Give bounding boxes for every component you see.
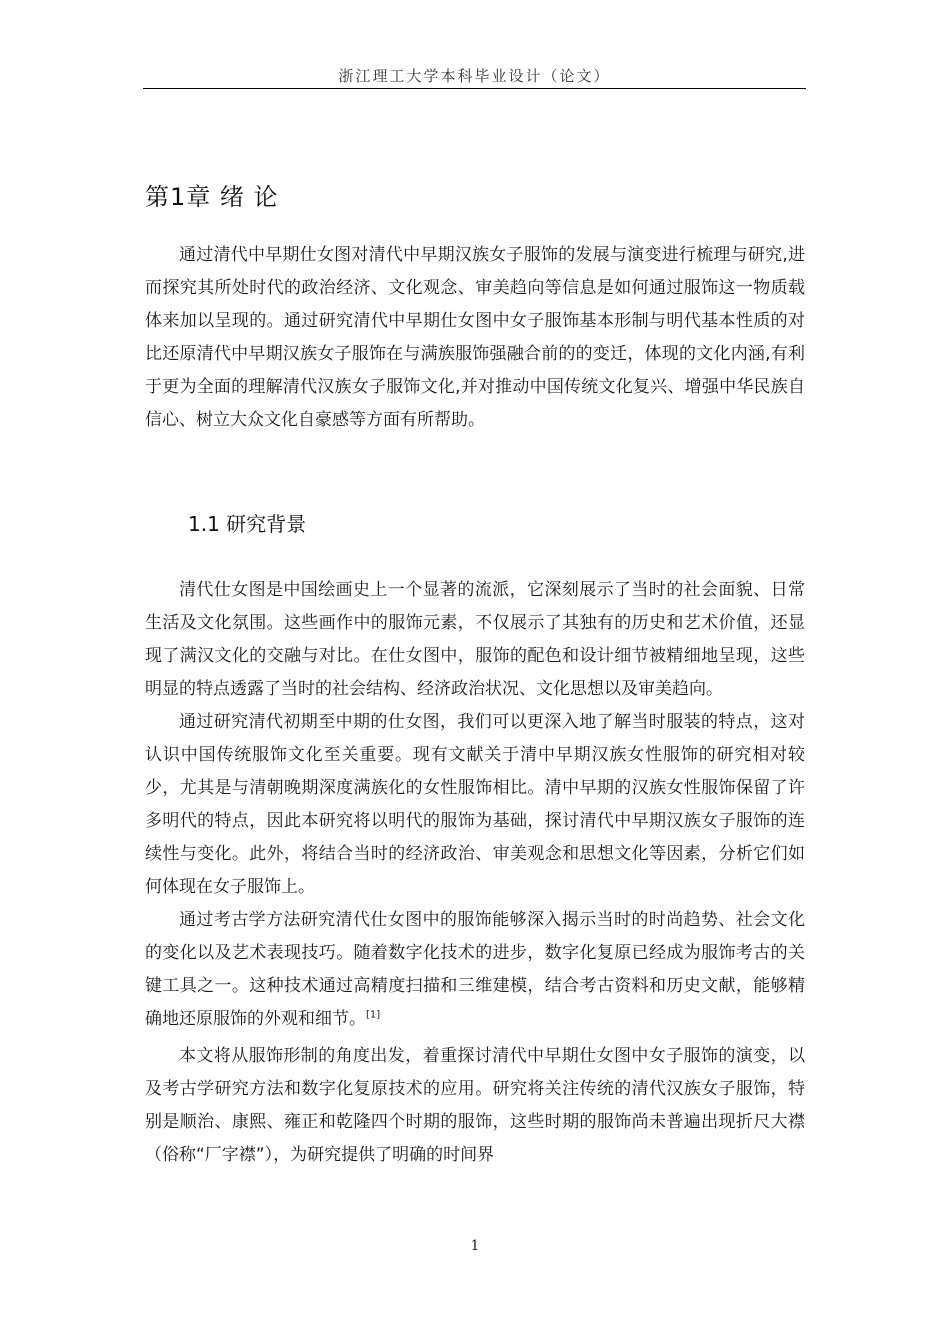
chapter-title: 第1章 绪 论 bbox=[145, 183, 279, 211]
citation-marker[interactable]: [1] bbox=[366, 1009, 381, 1021]
section-paragraph-3 bbox=[145, 904, 805, 1036]
section-body bbox=[145, 574, 805, 1172]
page-number: 1 bbox=[470, 1238, 480, 1254]
chapter-intro-block bbox=[145, 239, 805, 437]
section-paragraph-3-text: 通过考古学方法研究清代仕女图中的服饰能够深入揭示当时的时尚趋势、社会文化的变化以及艺术表现技巧。随着数字化技术的进步，数字化复原已经成为服饰考古的关键工具之一。这种技术通过高精度扫描和三维建模，结合考古资料和历史文献，能够精确地还原服饰的外观和细节。 bbox=[145, 910, 805, 1029]
section-title: 1.1 研究背景 bbox=[188, 512, 307, 536]
header-title: 浙江理工大学本科毕业设计（论文） bbox=[338, 67, 611, 85]
section-paragraph-2: 通过研究清代初期至中期的仕女图，我们可以更深入地了解当时服装的特点，这对认识中国传统服饰文化至关重要。现有文献关于清中早期汉族女性服饰的研究相对较少，尤其是与清朝晚期深度满族化的女性服饰相比。清中早期的汉族女性服饰保留了许多明代的特点，因此本研究将以明代的服饰为基础，探讨清代中早期汉族女子服饰的连续性与变化。此外，将结合当时的经济政治、审美观念和思想文化等因素，分析它们如何体现在女子服饰上。 bbox=[145, 712, 805, 897]
section-paragraph-4: 本文将从服饰形制的角度出发，着重探讨清代中早期仕女图中女子服饰的演变，以及考古学研究方法和数字化复原技术的应用。研究将关注传统的清代汉族女子服饰，特别是顺治、康熙、雍正和乾隆四个时期的服饰，这些时期的服饰尚未普遍出现折尺大襟（俗称“厂字襟”），为研究提供了明确的时间界 bbox=[145, 1046, 805, 1165]
page-header bbox=[143, 66, 806, 89]
section-paragraph-1: 清代仕女图是中国绘画史上一个显著的流派，它深刻展示了当时的社会面貌、日常生活及文化氛围。这些画作中的服饰元素，不仅展示了其独有的历史和艺术价值，还显现了满汉文化的交融与对比。在仕女图中，服饰的配色和设计细节被精细地呈现，这些明显的特点透露了当时的社会结构、经济政治状况、文化思想以及审美趋向。 bbox=[145, 580, 805, 699]
chapter-intro-paragraph: 通过清代中早期仕女图对清代中早期汉族女子服饰的发展与演变进行梳理与研究,进而探究其所处时代的政治经济、文化观念、审美趋向等信息是如何通过服饰这一物质载体来加以呈现的。通过研究清代中早期仕女图中女子服饰基本形制与明代基本性质的对比还原清代中早期汉族女子服饰在与满族服饰强融合前的的变迁，体现的文化内涵,有利于更为全面的理解清代汉族女子服饰文化,并对推动中国传统文化复兴、增强中华民族自信心、树立大众文化自豪感等方面有所帮助。 bbox=[145, 245, 805, 430]
